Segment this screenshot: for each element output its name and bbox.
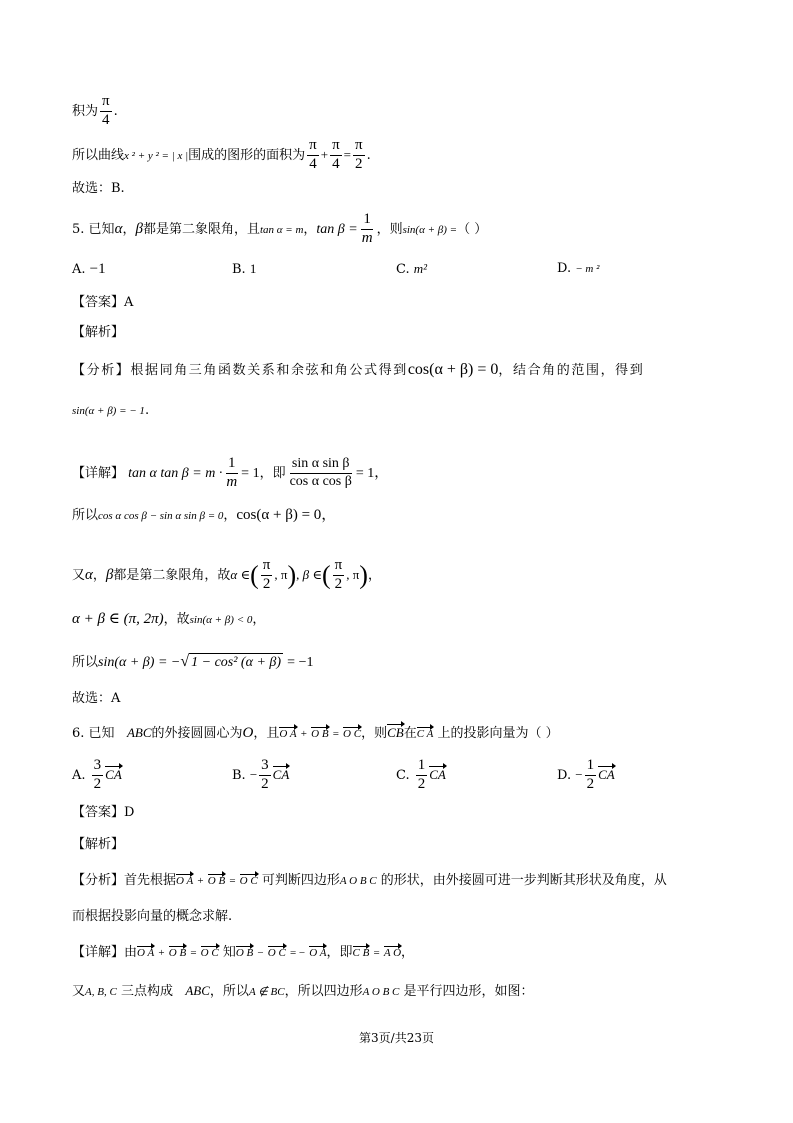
q5-answer: A xyxy=(124,295,134,310)
q6-fenxi: 【分析】首先根据O A + O B = O C 可判断四边形A O B C 的形状，由外接圆可进一步判断其形状及角度，从 xyxy=(72,873,667,888)
q4-answer: 故选：B. xyxy=(72,181,125,196)
q6-analysis-tag: 【解析】 xyxy=(72,837,125,852)
page-footer: 第3页/共23页 xyxy=(359,1031,434,1045)
fraction-pi-4: $\frac{\pi}{4}$ xyxy=(102,93,110,128)
q5-option-d: D. − m ² xyxy=(557,261,600,276)
q5-detail-4: α + β ∈ (π, 2π)，故sin(α + β) < 0， xyxy=(72,611,266,627)
q6-option-d: D. − $\frac{1}{2}$ CA xyxy=(557,757,615,792)
q6-option-c: C. $\frac{1}{2}$ CA xyxy=(396,757,446,792)
answer-tag: 【答案】 xyxy=(72,295,125,310)
q5-option-b: B. 1 xyxy=(232,261,257,277)
q6-answer: D xyxy=(124,805,135,820)
q5-final: 故选：A xyxy=(72,691,121,706)
q6-answer-line: 【答案】D xyxy=(72,805,135,820)
q5-fenxi-result: sin(α + β) = − 1. xyxy=(72,403,150,418)
q6-option-b: B. − $\frac{3}{2}$ CA xyxy=(232,757,290,792)
q4-area-line: 积为 $\frac{\pi}{4}$ . xyxy=(72,93,118,128)
q6-option-a: A. $\frac{3}{2}$ CA xyxy=(72,757,122,792)
q5-fenxi: 【分析】根据同角三角函数关系和余弦和角公式得到cos(α + β) = 0，结合角的范围，得到 xyxy=(72,361,645,378)
q6-detail-2: 又A, B, C 三点构成 ABC，所以A ∉ BC，所以四边形A O B C 是平行四边形，如图： xyxy=(72,983,534,999)
q5-detail-5: 所以sin(α + β) = −√ 1 − cos² (α + β) = −1 xyxy=(72,653,314,670)
q6-fenxi-2: 而根据投影向量的概念求解. xyxy=(72,909,233,924)
q5-option-a: A. −1 xyxy=(72,261,106,277)
q5-stem: 5. 已知α，β都是第二象限角，且tan α = m，tan β = $\frac{1}{m}$ ，则sin(α + β) =（ ） xyxy=(72,211,488,246)
q5-detail-3: 又α，β都是第二象限角，故α ∈( $\frac{\pi}{2}$ , π), β ∈( $\frac{\pi}{2}$ , π)， xyxy=(72,557,381,592)
q6-stem: 6. 已知 ABC的外接圆圆心为O，且O A + O B = O C，则CB在C A 上的投影向量为（ ） xyxy=(72,725,559,741)
q5-analysis-tag: 【解析】 xyxy=(72,325,125,340)
q5-detail-2: 所以cos α cos β − sin α sin β = 0，cos(α + β) = 0， xyxy=(72,507,337,523)
q5-option-c: C. m² xyxy=(396,261,428,277)
q6-detail-1: 【详解】由O A + O B = O C 知O B − O C = − O A，即C B = A O， xyxy=(72,945,415,960)
curve-equation: x ² + y ² = | x | xyxy=(124,149,189,162)
q4-conclusion-line: 所以曲线x ² + y ² = | x |围成的图形的面积为 $\frac{\pi}{4}$ + $\frac{\pi}{4}$ = $\frac{\pi}{2}$ . xyxy=(72,137,371,172)
q5-answer-line xyxy=(72,296,133,309)
q5-detail-1: 【详解】 tan α tan β = m · $\frac{1}{m}$ = 1，即 $\frac{\text{sin α sin β}}{\text{cos α cos β}}$ = 1， xyxy=(72,455,389,490)
q4-area-label: 积为 xyxy=(72,103,99,119)
radical: 1 − cos² (α + β) xyxy=(191,655,282,670)
